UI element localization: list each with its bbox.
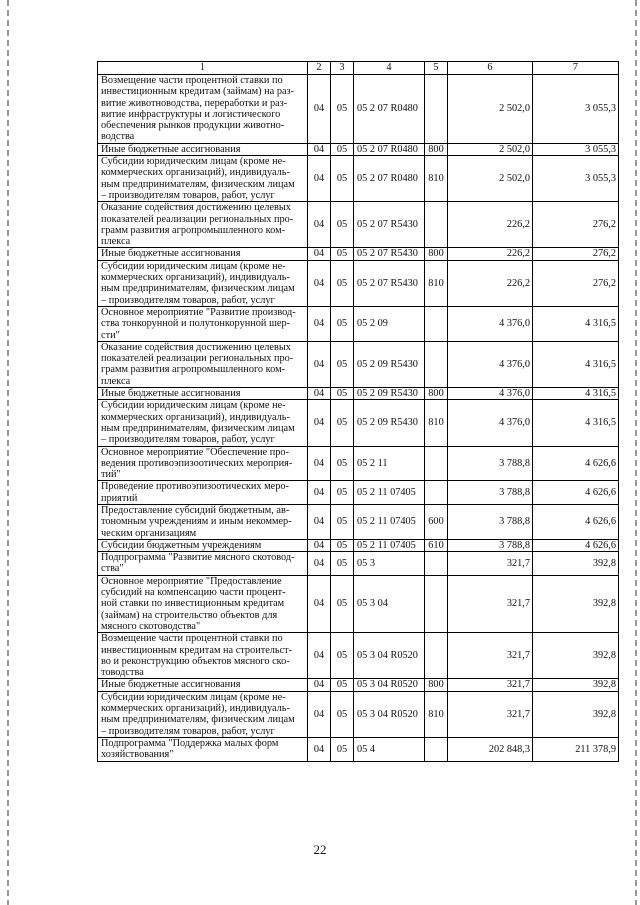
- row-name-line: субсидий на компенсацию части процент-: [101, 587, 286, 599]
- row-name-line: ной ставки по инвестиционным кредитам: [101, 598, 285, 610]
- subsection-code-cell: 05: [331, 248, 354, 260]
- subsection-code-cell: 05: [331, 260, 354, 306]
- row-name-line: (займам) на строительство объектов для: [101, 609, 278, 621]
- expense-type-cell: [425, 633, 448, 679]
- header-col-3: 3: [331, 62, 354, 75]
- section-code-cell: 04: [308, 75, 331, 144]
- target-article-cell: 05 2 11 07405: [354, 504, 425, 539]
- header-col-1: 1: [98, 62, 308, 75]
- row-name-cell: [98, 143, 308, 155]
- subsection-code-cell: 05: [331, 388, 354, 400]
- amount-year1-cell: 3 788,8: [448, 504, 533, 539]
- header-col-5: 5: [425, 62, 448, 75]
- table-row: [98, 552, 619, 576]
- row-name-line: Подпрограмма "Развитие мясного скотовод-: [101, 552, 295, 564]
- amount-year2-cell: 3 055,3: [533, 156, 619, 202]
- expense-type-cell: [425, 575, 448, 632]
- table-row: [98, 248, 619, 260]
- target-article-cell: 05 3 04 R0520: [354, 691, 425, 737]
- section-code-cell: 04: [308, 504, 331, 539]
- row-name-cell: [98, 75, 308, 144]
- row-name-line: тий": [101, 469, 121, 481]
- amount-year1-cell: 226,2: [448, 248, 533, 260]
- table-row: [98, 446, 619, 481]
- section-code-cell: 04: [308, 260, 331, 306]
- row-name-line: плекса: [101, 375, 131, 387]
- row-name-line: Основное мероприятие "Развитие производ-: [101, 306, 296, 318]
- amount-year2-cell: 4 316,5: [533, 388, 619, 400]
- subsection-code-cell: 05: [331, 504, 354, 539]
- expense-type-cell: 800: [425, 248, 448, 260]
- amount-year1-cell: 226,2: [448, 202, 533, 248]
- target-article-cell: 05 2 11: [354, 446, 425, 481]
- row-name-line: Возмещение части процентной ставки по: [101, 75, 283, 86]
- header-col-2: 2: [308, 62, 331, 75]
- amount-year1-cell: 4 376,0: [448, 306, 533, 341]
- row-name-line: Оказание содействия достижению целевых: [101, 341, 291, 353]
- amount-year2-cell: 4 626,6: [533, 504, 619, 539]
- expense-type-cell: 600: [425, 504, 448, 539]
- amount-year2-cell: 276,2: [533, 248, 619, 260]
- section-code-cell: 04: [308, 388, 331, 400]
- row-name-line: ства": [101, 563, 124, 575]
- table-body: [98, 62, 619, 762]
- row-name-cell: [98, 575, 308, 632]
- amount-year1-cell: 321,7: [448, 679, 533, 691]
- scan-edge-right: [635, 0, 637, 905]
- amount-year2-cell: 4 626,6: [533, 539, 619, 551]
- row-name-cell: [98, 388, 308, 400]
- target-article-cell: 05 3: [354, 552, 425, 576]
- amount-year2-cell: 392,8: [533, 575, 619, 632]
- amount-year2-cell: 392,8: [533, 633, 619, 679]
- row-name-line: – производителям товаров, работ, услуг: [101, 434, 275, 446]
- table-header-row: [98, 62, 619, 75]
- subsection-code-cell: 05: [331, 737, 354, 761]
- row-name-cell: [98, 481, 308, 505]
- row-name-line: Основное мероприятие "Обеспечение про-: [101, 446, 290, 458]
- row-name-line: плекса: [101, 236, 131, 248]
- row-name-line: сти": [101, 329, 120, 341]
- amount-year1-cell: 202 848,3: [448, 737, 533, 761]
- section-code-cell: 04: [308, 446, 331, 481]
- expense-type-cell: [425, 202, 448, 248]
- expense-type-cell: [425, 306, 448, 341]
- amount-year1-cell: 2 502,0: [448, 156, 533, 202]
- target-article-cell: 05 3 04 R0520: [354, 633, 425, 679]
- expense-type-cell: 800: [425, 679, 448, 691]
- row-name-line: ведения противоэпизоотических мероприя-: [101, 457, 293, 469]
- row-name-line: Предоставление субсидий бюджетным, ав-: [101, 504, 290, 516]
- row-name-line: – производителям товаров, работ, услуг: [101, 294, 275, 306]
- table-row: [98, 737, 619, 761]
- row-name-line: обеспечения рынков продукции животно-: [101, 120, 285, 132]
- section-code-cell: 04: [308, 575, 331, 632]
- row-name-line: Основное мероприятие "Предоставление: [101, 575, 282, 587]
- target-article-cell: 05 2 09: [354, 306, 425, 341]
- row-name-line: тономным учреждениям и иным некоммер-: [101, 516, 292, 528]
- amount-year2-cell: 4 316,5: [533, 306, 619, 341]
- table-row: [98, 306, 619, 341]
- section-code-cell: 04: [308, 306, 331, 341]
- row-name-line: Подпрограмма "Поддержка малых форм: [101, 737, 279, 749]
- amount-year1-cell: 321,7: [448, 575, 533, 632]
- amount-year2-cell: 392,8: [533, 691, 619, 737]
- target-article-cell: 05 2 11 07405: [354, 481, 425, 505]
- row-name-cell: [98, 260, 308, 306]
- target-article-cell: 05 2 07 R0480: [354, 75, 425, 144]
- row-name-line: Проведение противоэпизоотических меро-: [101, 481, 289, 493]
- row-name-line: ным предпринимателям, физическим лицам: [101, 422, 295, 434]
- subsection-code-cell: 05: [331, 691, 354, 737]
- row-name-line: ным предпринимателям, физическим лицам: [101, 714, 295, 726]
- target-article-cell: 05 2 11 07405: [354, 539, 425, 551]
- amount-year2-cell: 3 055,3: [533, 75, 619, 144]
- row-name-cell: [98, 552, 308, 576]
- amount-year1-cell: 4 376,0: [448, 341, 533, 387]
- row-name-line: Субсидии юридическим лицам (кроме не-: [101, 400, 286, 412]
- header-col-6: 6: [448, 62, 533, 75]
- row-name-cell: [98, 446, 308, 481]
- row-name-cell: [98, 341, 308, 387]
- row-name-line: Иные бюджетные ассигнования: [101, 248, 241, 260]
- expense-type-cell: 810: [425, 691, 448, 737]
- section-code-cell: 04: [308, 341, 331, 387]
- row-name-line: ным предпринимателям, физическим лицам: [101, 283, 295, 295]
- row-name-line: Субсидии юридическим лицам (кроме не-: [101, 260, 286, 272]
- row-name-line: инвестиционным кредитам на строительст-: [101, 644, 293, 656]
- row-name-line: мясного скотоводства": [101, 620, 201, 632]
- row-name-cell: [98, 156, 308, 202]
- amount-year1-cell: 226,2: [448, 260, 533, 306]
- subsection-code-cell: 05: [331, 679, 354, 691]
- expense-type-cell: [425, 737, 448, 761]
- expense-type-cell: [425, 446, 448, 481]
- expense-type-cell: [425, 552, 448, 576]
- header-col-7: 7: [533, 62, 619, 75]
- subsection-code-cell: 05: [331, 633, 354, 679]
- subsection-code-cell: 05: [331, 575, 354, 632]
- row-name-line: коммерческих организаций), индивидуаль-: [101, 411, 290, 423]
- row-name-line: витие животноводства, переработки и раз-: [101, 97, 288, 109]
- amount-year2-cell: 276,2: [533, 202, 619, 248]
- target-article-cell: 05 2 07 R0480: [354, 156, 425, 202]
- amount-year1-cell: 321,7: [448, 633, 533, 679]
- table-row: [98, 481, 619, 505]
- row-name-line: Иные бюджетные ассигнования: [101, 388, 241, 400]
- row-name-line: ческим организациям: [101, 527, 197, 539]
- amount-year2-cell: 392,8: [533, 552, 619, 576]
- amount-year1-cell: 4 376,0: [448, 400, 533, 446]
- target-article-cell: 05 2 09 R5430: [354, 341, 425, 387]
- amount-year2-cell: 4 626,6: [533, 481, 619, 505]
- table-row: [98, 156, 619, 202]
- expense-type-cell: 610: [425, 539, 448, 551]
- target-article-cell: 05 2 07 R0480: [354, 143, 425, 155]
- table-row: [98, 575, 619, 632]
- row-name-line: Оказание содействия достижению целевых: [101, 202, 291, 214]
- row-name-line: ства тонкорунной и полутонкорунной шер-: [101, 318, 291, 330]
- subsection-code-cell: 05: [331, 75, 354, 144]
- row-name-line: – производителям товаров, работ, услуг: [101, 189, 275, 201]
- row-name-cell: [98, 633, 308, 679]
- row-name-cell: [98, 737, 308, 761]
- row-name-line: грамм развития агропромышленного ком-: [101, 224, 286, 236]
- row-name-line: Иные бюджетные ассигнования: [101, 679, 241, 691]
- row-name-cell: [98, 400, 308, 446]
- row-name-line: приятий: [101, 492, 138, 504]
- table-row: [98, 633, 619, 679]
- target-article-cell: 05 4: [354, 737, 425, 761]
- table-row: [98, 504, 619, 539]
- table-row: [98, 202, 619, 248]
- target-article-cell: 05 2 07 R5430: [354, 260, 425, 306]
- row-name-line: показателей реализации региональных про-: [101, 353, 294, 365]
- row-name-line: Возмещение части процентной ставки по: [101, 633, 283, 645]
- amount-year1-cell: 2 502,0: [448, 75, 533, 144]
- amount-year1-cell: 3 788,8: [448, 539, 533, 551]
- scan-edge-left: [7, 0, 9, 905]
- amount-year2-cell: 3 055,3: [533, 143, 619, 155]
- subsection-code-cell: 05: [331, 143, 354, 155]
- section-code-cell: 04: [308, 691, 331, 737]
- row-name-line: Иные бюджетные ассигнования: [101, 143, 241, 155]
- amount-year1-cell: 321,7: [448, 552, 533, 576]
- expense-type-cell: 810: [425, 156, 448, 202]
- subsection-code-cell: 05: [331, 539, 354, 551]
- row-name-line: во и реконструкцию объектов мясного ско-: [101, 655, 290, 667]
- page-number: 22: [313, 842, 327, 857]
- section-code-cell: 04: [308, 539, 331, 551]
- expense-type-cell: [425, 341, 448, 387]
- section-code-cell: 04: [308, 633, 331, 679]
- row-name-line: витие инфраструктуры и логистического: [101, 108, 281, 120]
- section-code-cell: 04: [308, 156, 331, 202]
- row-name-line: товодства: [101, 667, 144, 679]
- row-name-line: Субсидии юридическим лицам (кроме не-: [101, 691, 286, 703]
- row-name-line: грамм развития агропромышленного ком-: [101, 364, 286, 376]
- section-code-cell: 04: [308, 481, 331, 505]
- amount-year2-cell: 276,2: [533, 260, 619, 306]
- amount-year2-cell: 4 626,6: [533, 446, 619, 481]
- table-row: [98, 400, 619, 446]
- row-name-line: коммерческих организаций), индивидуаль-: [101, 703, 290, 715]
- subsection-code-cell: 05: [331, 446, 354, 481]
- table-row: [98, 75, 619, 144]
- table-row: [98, 388, 619, 400]
- row-name-line: коммерческих организаций), индивидуаль-: [101, 167, 290, 179]
- section-code-cell: 04: [308, 143, 331, 155]
- row-name-cell: [98, 539, 308, 551]
- section-code-cell: 04: [308, 400, 331, 446]
- row-name-cell: [98, 691, 308, 737]
- subsection-code-cell: 05: [331, 481, 354, 505]
- table-row: [98, 691, 619, 737]
- table-row: [98, 679, 619, 691]
- expense-type-cell: 800: [425, 143, 448, 155]
- expense-type-cell: [425, 481, 448, 505]
- amount-year2-cell: 4 316,5: [533, 341, 619, 387]
- row-name-line: Субсидии бюджетным учреждениям: [101, 539, 262, 551]
- section-code-cell: 04: [308, 552, 331, 576]
- target-article-cell: 05 2 09 R5430: [354, 400, 425, 446]
- expense-type-cell: 810: [425, 400, 448, 446]
- table-row: [98, 143, 619, 155]
- target-article-cell: 05 3 04: [354, 575, 425, 632]
- amount-year1-cell: 321,7: [448, 691, 533, 737]
- budget-table: [97, 61, 619, 762]
- table-row: [98, 341, 619, 387]
- row-name-line: инвестиционным кредитам (займам) на раз-: [101, 86, 295, 98]
- row-name-cell: [98, 202, 308, 248]
- table-row: [98, 539, 619, 551]
- amount-year2-cell: 392,8: [533, 679, 619, 691]
- target-article-cell: 05 2 09 R5430: [354, 388, 425, 400]
- row-name-line: ным предпринимателям, физическим лицам: [101, 178, 295, 190]
- header-col-4: 4: [354, 62, 425, 75]
- subsection-code-cell: 05: [331, 552, 354, 576]
- section-code-cell: 04: [308, 737, 331, 761]
- row-name-cell: [98, 679, 308, 691]
- target-article-cell: 05 2 07 R5430: [354, 202, 425, 248]
- amount-year1-cell: 2 502,0: [448, 143, 533, 155]
- amount-year1-cell: 3 788,8: [448, 446, 533, 481]
- target-article-cell: 05 3 04 R0520: [354, 679, 425, 691]
- subsection-code-cell: 05: [331, 156, 354, 202]
- table-row: [98, 260, 619, 306]
- subsection-code-cell: 05: [331, 400, 354, 446]
- subsection-code-cell: 05: [331, 306, 354, 341]
- amount-year2-cell: 211 378,9: [533, 737, 619, 761]
- amount-year1-cell: 4 376,0: [448, 388, 533, 400]
- row-name-cell: [98, 306, 308, 341]
- row-name-line: коммерческих организаций), индивидуаль-: [101, 272, 290, 284]
- row-name-cell: [98, 248, 308, 260]
- row-name-line: водства: [101, 131, 135, 143]
- subsection-code-cell: 05: [331, 341, 354, 387]
- row-name-cell: [98, 504, 308, 539]
- expense-type-cell: 800: [425, 388, 448, 400]
- row-name-line: – производителям товаров, работ, услуг: [101, 725, 275, 737]
- row-name-line: показателей реализации региональных про-: [101, 213, 294, 225]
- target-article-cell: 05 2 07 R5430: [354, 248, 425, 260]
- amount-year1-cell: 3 788,8: [448, 481, 533, 505]
- row-name-line: хозяйствования": [101, 749, 174, 761]
- section-code-cell: 04: [308, 679, 331, 691]
- section-code-cell: 04: [308, 248, 331, 260]
- expense-type-cell: [425, 75, 448, 144]
- expense-type-cell: 810: [425, 260, 448, 306]
- amount-year2-cell: 4 316,5: [533, 400, 619, 446]
- section-code-cell: 04: [308, 202, 331, 248]
- row-name-line: Субсидии юридическим лицам (кроме не-: [101, 156, 286, 168]
- subsection-code-cell: 05: [331, 202, 354, 248]
